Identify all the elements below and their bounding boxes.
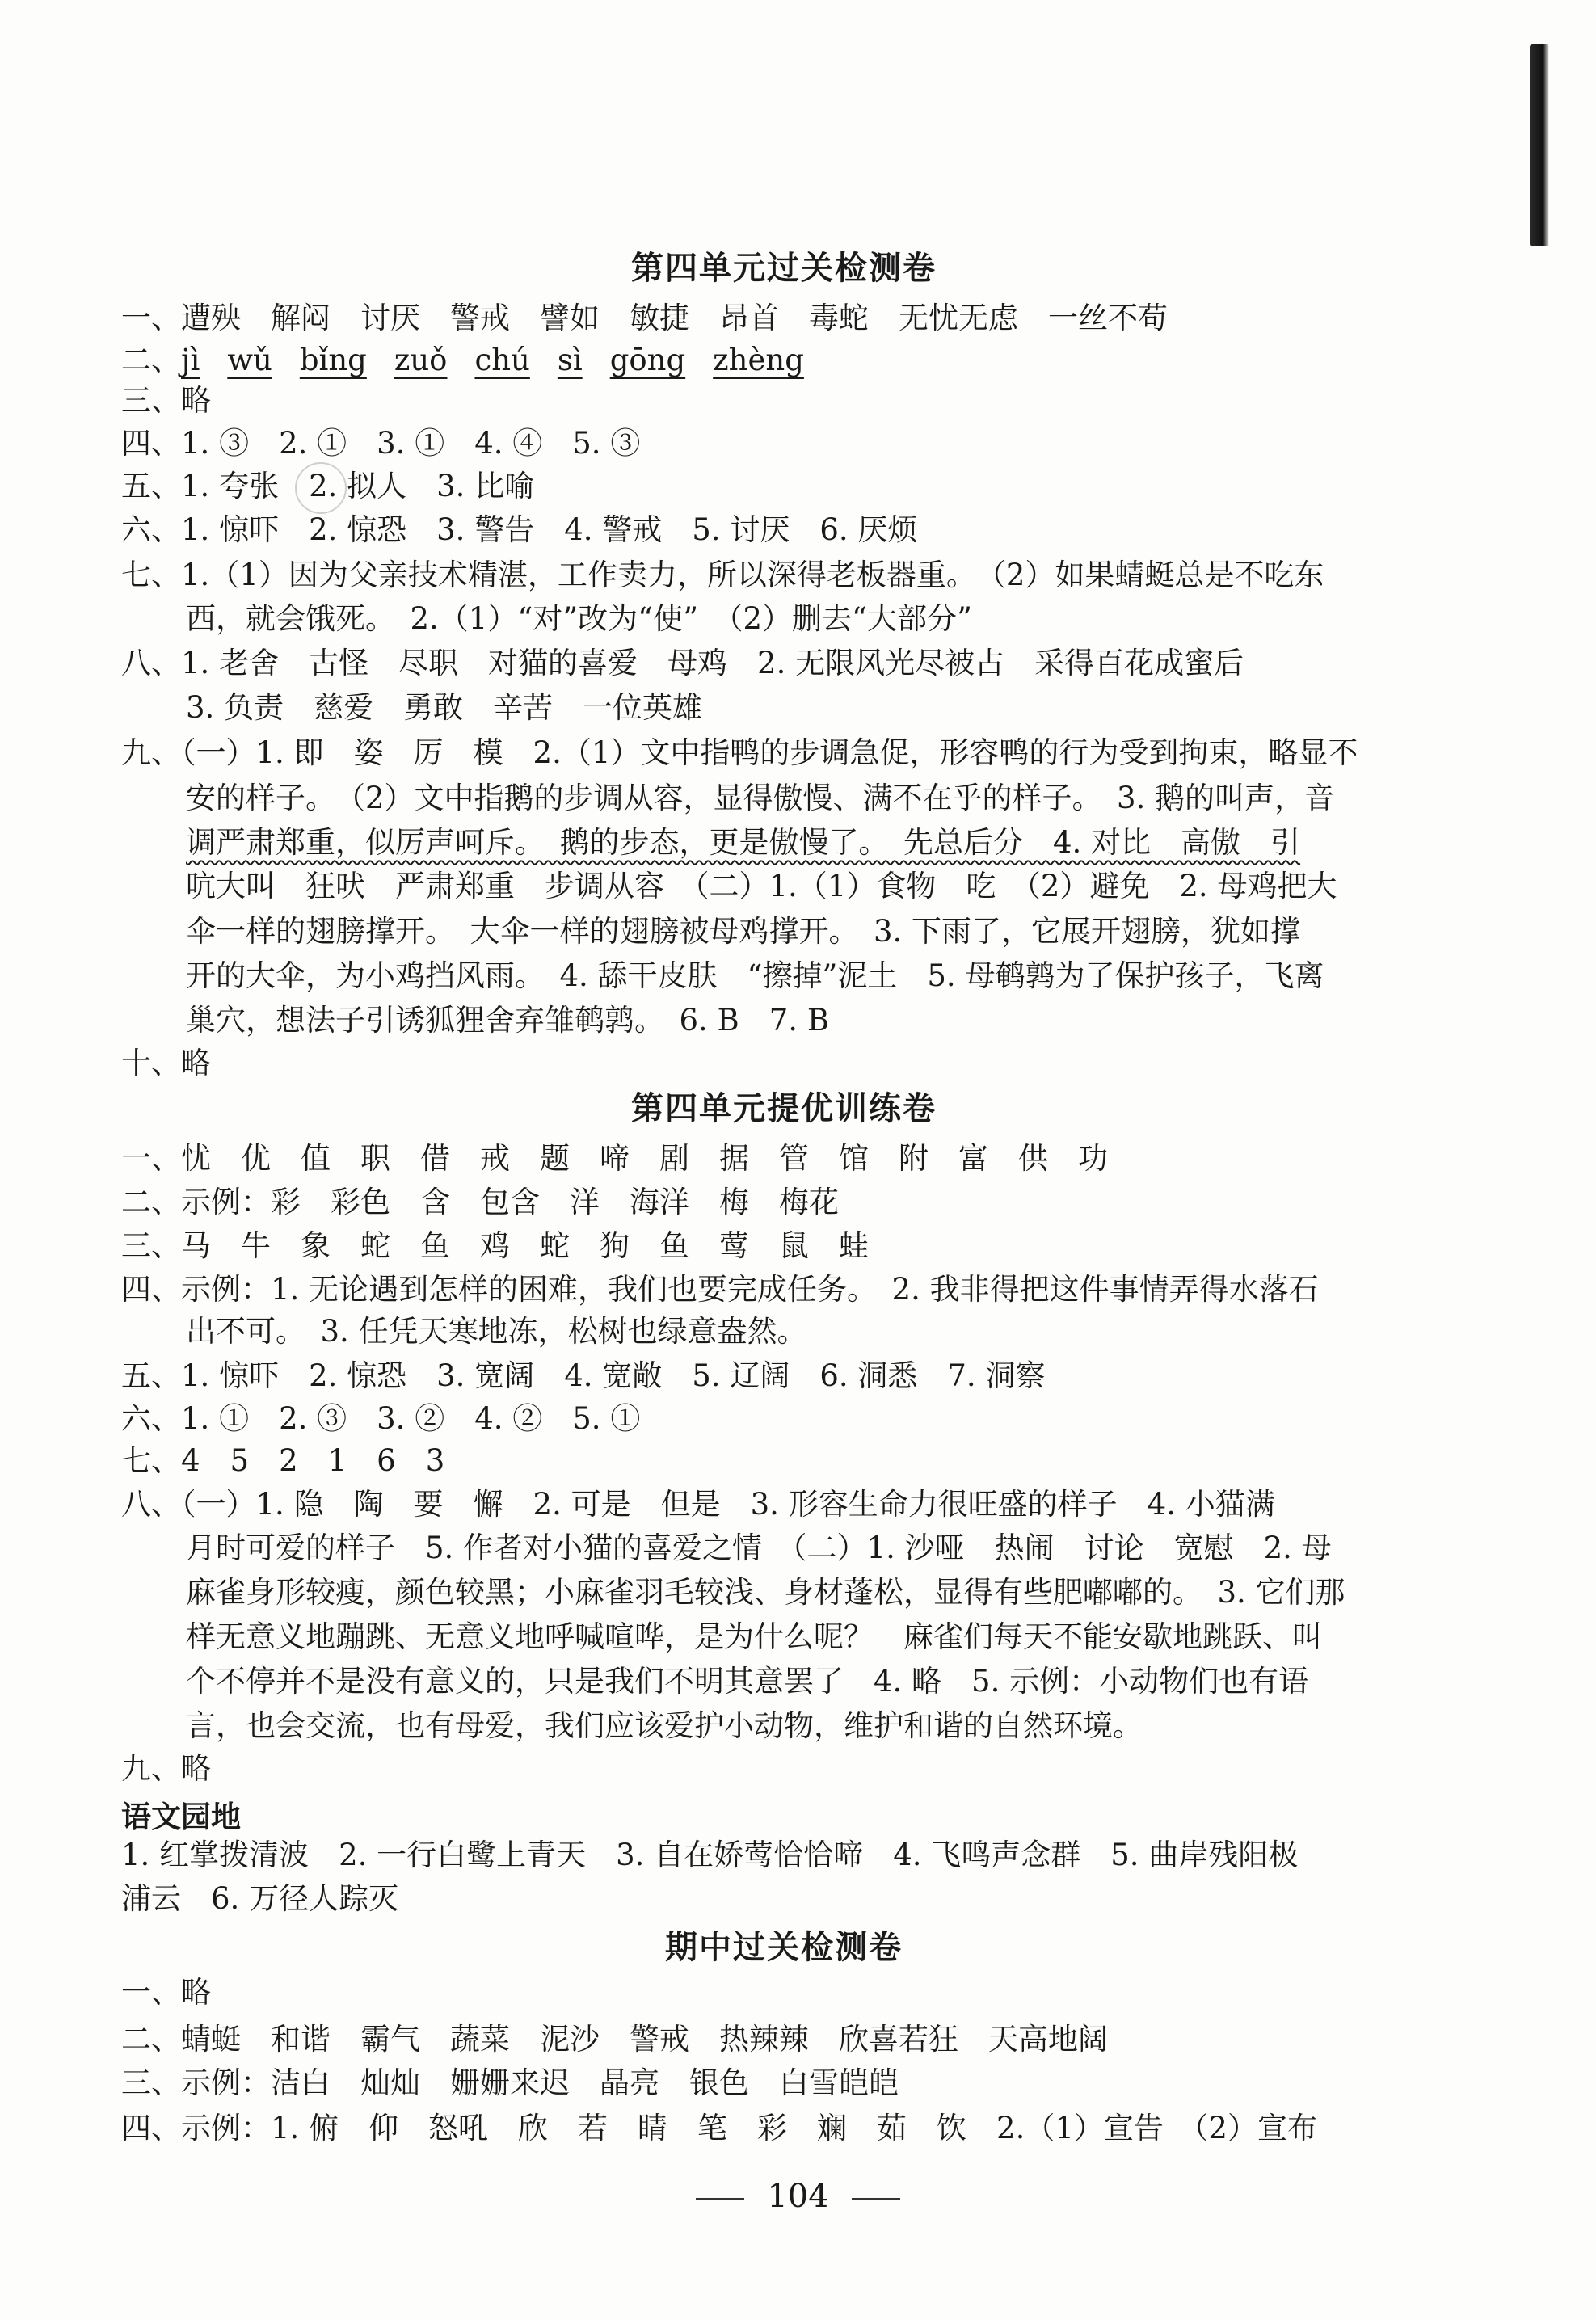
- answer-line: 开的大伞，为小鸡挡风雨。 4. 舔干皮肤 “擦掉”泥土 5. 母鹌鹑为了保护孩子，飞离: [186, 958, 1324, 993]
- answer-line: 三、示例：洁白 灿灿 姗姗来迟 晶亮 银色 白雪皑皑: [121, 2065, 899, 2100]
- answer-line: 七、4 5 2 1 6 3: [121, 1443, 445, 1478]
- pinyin-item: gōng: [609, 343, 686, 377]
- answer-line: 言，也会交流，也有母爱，我们应该爱护小动物，维护和谐的自然环境。: [186, 1708, 1143, 1743]
- answer-line: 六、1. ① 2. ③ 3. ② 4. ② 5. ①: [121, 1401, 641, 1436]
- answer-line: 四、示例：1. 俯 仰 怒吼 欣 若 睛 笔 彩 斓 茹 饮 2.（1）宣告 （2）宣布: [121, 2111, 1317, 2145]
- pinyin-item: zuǒ: [394, 343, 448, 377]
- pinyin-item: zhèng: [713, 343, 804, 377]
- page-number: 104: [0, 2178, 1596, 2215]
- answer-line: 十、略: [121, 1046, 211, 1080]
- answer-line: 月时可爱的样子 5. 作者对小猫的喜爱之情 （二）1. 沙哑 热闹 讨论 宽慰 2. 母: [186, 1531, 1332, 1565]
- pinyin-item: sì: [557, 343, 583, 377]
- answer-line: 四、示例：1. 无论遇到怎样的困难，我们也要完成任务。 2. 我非得把这件事情弄得水落石: [121, 1272, 1319, 1307]
- answer-line: 八、（一）1. 隐 陶 要 懈 2. 可是 但是 3. 形容生命力很旺盛的样子 4. 小猫满: [121, 1487, 1275, 1522]
- answer-line: 一、忧 优 值 职 借 戒 题 啼 剧 据 管 馆 附 富 供 功: [121, 1141, 1108, 1176]
- answer-line: 七、1.（1）因为父亲技术精湛，工作卖力，所以深得老板器重。 （2）如果蜻蜓总是不吃东: [121, 558, 1324, 592]
- pinyin-answer-line: 二、jì wǔ bǐng zuǒ chú sì gōng zhèng: [121, 343, 804, 377]
- answer-line: 巢穴，想法子引诱狐狸舍弃雏鹌鹑。 6. B 7. B: [186, 1003, 830, 1038]
- section-title-chinese-garden: 语文园地: [121, 1800, 241, 1834]
- section-title-midterm-check: 期中过关检测卷: [665, 1929, 903, 1966]
- answer-line: 二、示例：彩 彩色 含 包含 洋 海洋 梅 梅花: [121, 1185, 839, 1219]
- pinyin-item: jì: [181, 343, 200, 377]
- answer-line: 1. 红掌拨清波 2. 一行白鹭上青天 3. 自在娇莺恰恰啼 4. 飞鸣声念群 5. 曲岸残阳极: [121, 1838, 1299, 1872]
- answer-line: 一、遭殃 解闷 讨厌 警戒 譬如 敏捷 昂首 毒蛇 无忧无虑 一丝不苟: [121, 301, 1168, 335]
- section-title-unit4-advanced: 第四单元提优训练卷: [631, 1090, 937, 1127]
- answer-line-wavy-underline: 调严肃郑重，似厉声呵斥。 鹅的步态，更是傲慢了。 先总后分 4. 对比 高傲 引: [186, 825, 1301, 860]
- answer-line: 麻雀身形较瘦，颜色较黑；小麻雀羽毛较浅、身材蓬松，显得有些肥嘟嘟的。 3. 它们那: [186, 1575, 1345, 1610]
- page-number-dash: [852, 2198, 900, 2200]
- answer-line: 六、1. 惊吓 2. 惊恐 3. 警告 4. 警戒 5. 讨厌 6. 厌烦: [121, 512, 918, 547]
- answer-line: 3. 负责 慈爱 勇敢 辛苦 一位英雄: [186, 690, 703, 725]
- answer-line: 五、1. 夸张 2. 拟人 3. 比喻: [121, 469, 535, 503]
- pinyin-item: chú: [474, 343, 530, 377]
- scan-edge-shadow: [1530, 44, 1549, 246]
- answer-line: 安的样子。 （2）文中指鹅的步调从容，显得傲慢、满不在乎的样子。 3. 鹅的叫声，音: [186, 781, 1335, 815]
- answer-line: 伞一样的翅膀撑开。 大伞一样的翅膀被母鸡撑开。 3. 下雨了，它展开翅膀，犹如撑: [186, 914, 1301, 949]
- section-title-unit4-check: 第四单元过关检测卷: [631, 250, 937, 287]
- answer-line: 九、（一）1. 即 姿 厉 模 2.（1）文中指鸭的步调急促，形容鸭的行为受到拘束，略显不: [121, 735, 1358, 770]
- answer-line: 一、略: [121, 1975, 211, 2010]
- answer-line: 三、马 牛 象 蛇 鱼 鸡 蛇 狗 鱼 莺 鼠 蛙: [121, 1228, 869, 1263]
- answer-line: 浦云 6. 万径人踪灭: [121, 1881, 399, 1916]
- answer-line: 西，就会饿死。 2.（1）“对”改为“使” （2）删去“大部分”: [186, 601, 972, 636]
- answer-line: 吭大叫 狂吠 严肃郑重 步调从容 （二）1.（1）食物 吃 （2）避免 2. 母鸡把大: [186, 869, 1337, 903]
- answer-line: 八、1. 老舍 古怪 尽职 对猫的喜爱 母鸡 2. 无限风光尽被占 采得百花成蜜后: [121, 646, 1244, 680]
- answer-line: 九、略: [121, 1751, 211, 1786]
- page-number-dash: [696, 2198, 744, 2200]
- answer-line: 五、1. 惊吓 2. 惊恐 3. 宽阔 4. 宽敞 5. 辽阔 6. 洞悉 7. 洞察: [121, 1358, 1046, 1393]
- answer-line: 四、1. ③ 2. ① 3. ① 4. ④ 5. ③: [121, 426, 641, 461]
- pinyin-item: bǐng: [299, 343, 367, 377]
- answer-line: 二、蜻蜓 和谐 霸气 蔬菜 泥沙 警戒 热辣辣 欣喜若狂 天高地阔: [121, 2022, 1108, 2057]
- answer-line: 三、略: [121, 383, 211, 418]
- pinyin-item: wǔ: [227, 343, 272, 377]
- answer-line: 个不停并不是没有意义的，只是我们不明其意罢了 4. 略 5. 示例：小动物们也有语: [186, 1664, 1309, 1699]
- answer-line: 出不可。 3. 任凭天寒地冻，松树也绿意盎然。: [186, 1314, 807, 1349]
- answer-line: 样无意义地蹦跳、无意义地呼喊喧哗，是为什么呢？ 麻雀们每天不能安歇地跳跃、叫: [186, 1619, 1322, 1654]
